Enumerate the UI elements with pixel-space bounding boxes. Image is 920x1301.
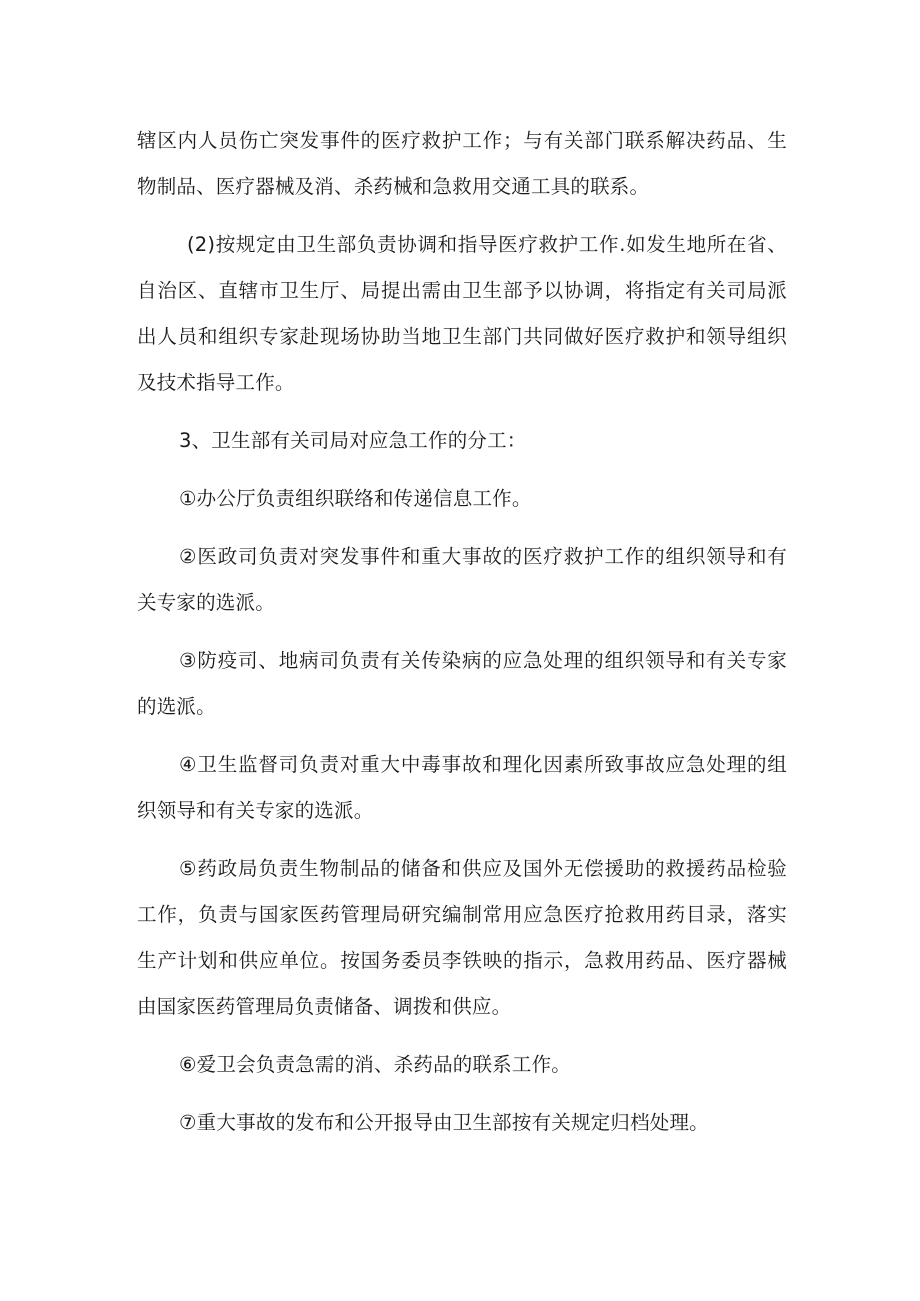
paragraph-health-supervision: ④卫生监督司负责对重大中毒事故和理化因素所致事故应急处理的组织领导和有关专家的选派。 [137, 753, 787, 822]
paragraph-epidemic-prevention: ③防疫司、地病司负责有关传染病的应急处理的组织领导和有关专家的选派。 [137, 649, 787, 718]
paragraph-section-3-heading: 3、卫生部有关司局对应急工作的分工： [179, 429, 527, 452]
paragraph-office: ①办公厅负责组织联络和传递信息工作。 [179, 487, 532, 510]
paragraph-accident-report: ⑦重大事故的发布和公开报导由卫生部按有关规定归档处理。 [179, 1111, 709, 1134]
paragraph-item-2: (2)按规定由卫生部负责协调和指导医疗救护工作.如发生地所在省、自治区、直辖市卫生厅、局提出需由卫生部予以协调，将指定有关司局派出人员和组织专家赴现场协助当地卫生部门共同做好医疗救护和领导组织及技术指导工作。 [137, 233, 787, 394]
paragraph-drug-admin: ⑤药政局负责生物制品的储备和供应及国外无偿援助的救援药品检验工作，负责与国家医药管理局研究编制常用应急医疗抢救用药目录，落实生产计划和供应单位。按国务委员李铁映的指示，急救用药品、医疗器械由国家医药管理局负责储备、调拨和供应。 [137, 857, 787, 1018]
paragraph-medical-admin: ②医政司负责对突发事件和重大事故的医疗救护工作的组织领导和有关专家的选派。 [137, 545, 787, 614]
paragraph-continuation: 辖区内人员伤亡突发事件的医疗救护工作；与有关部门联系解决药品、生物制品、医疗器械及消、杀药械和急救用交通工具的联系。 [137, 129, 787, 198]
document-body [137, 118, 787, 1158]
paragraph-patriotic-health: ⑥爱卫会负责急需的消、杀药品的联系工作。 [179, 1053, 571, 1076]
